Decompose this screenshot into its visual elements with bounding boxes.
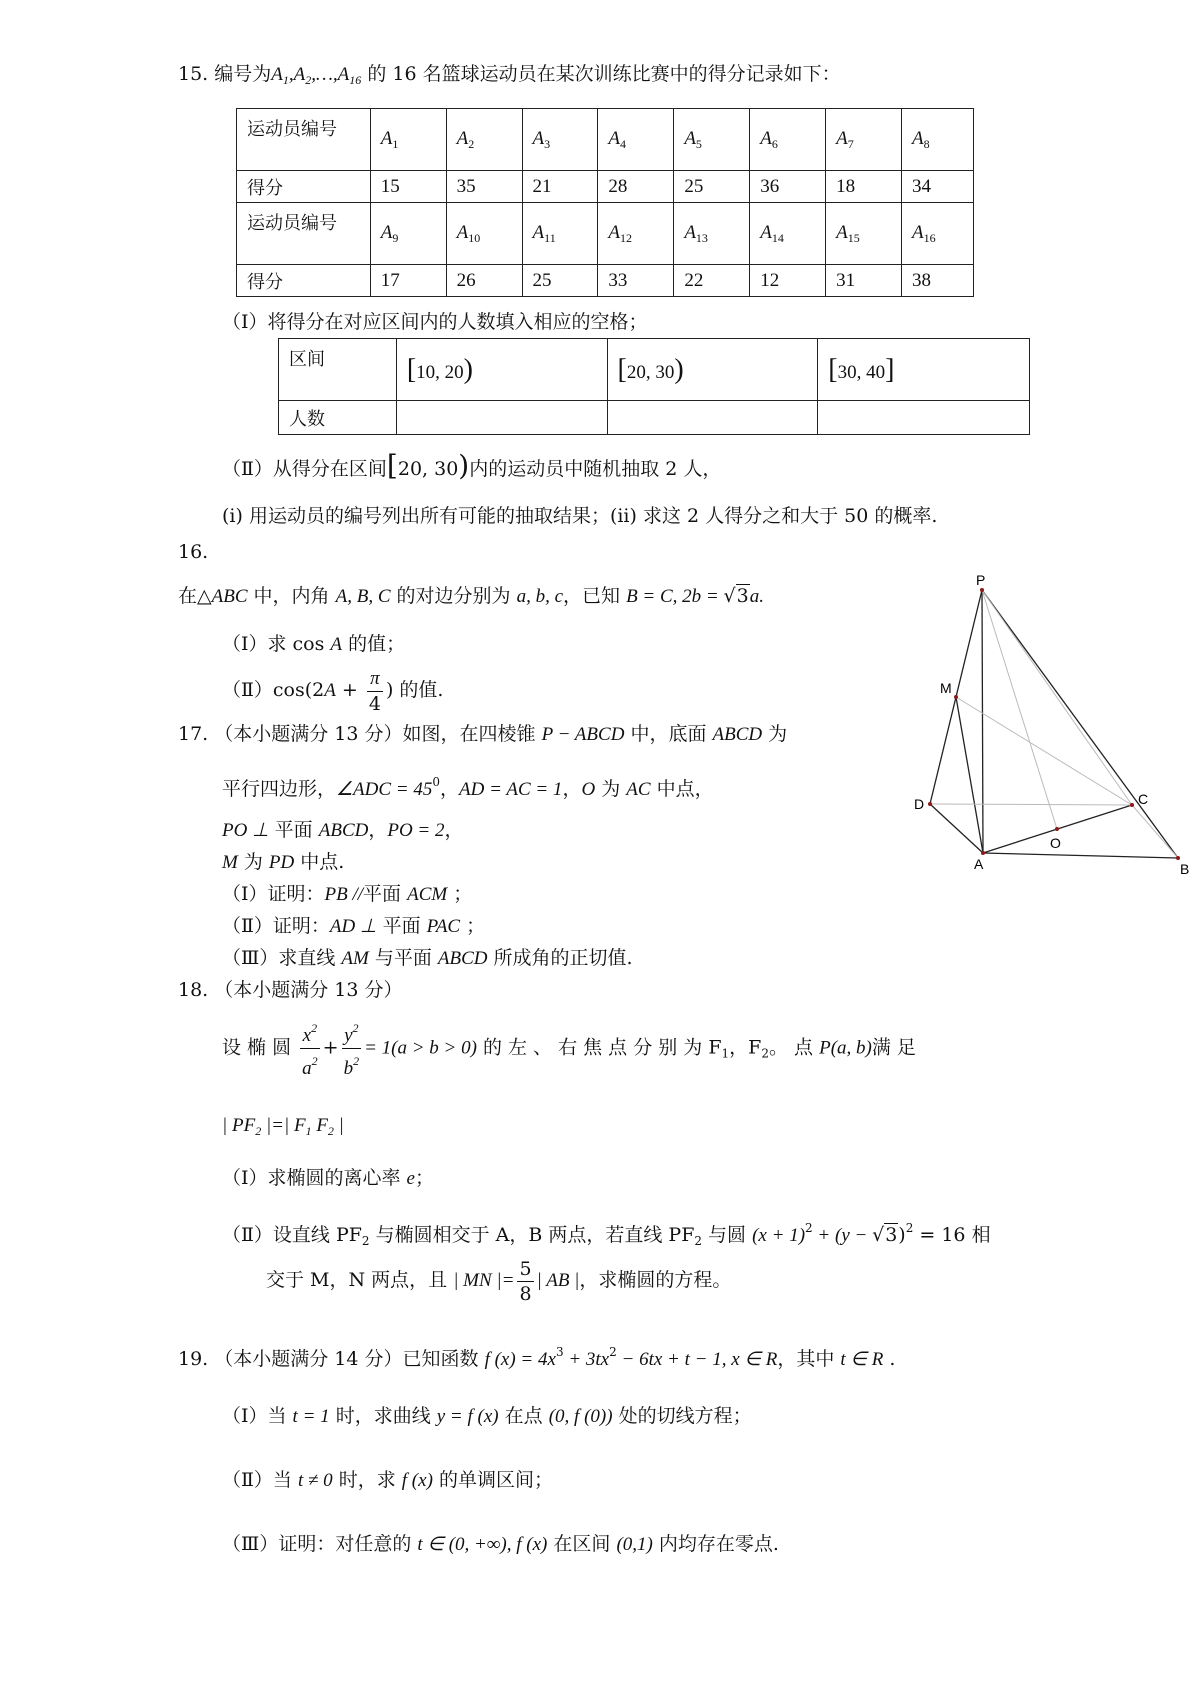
q16-number: 16. [178,541,209,563]
q15-part1: （Ⅰ）将得分在对应区间内的人数填入相应的空格； [222,311,648,333]
label-M: M [940,680,952,696]
x2-over-a2-fraction: $\frac{x^2}{a^2}$ [300,1016,320,1081]
id-header: 运动员编号 [237,203,371,265]
y2-over-b2-fraction: $\frac{y^2}{b^2}$ [342,1016,362,1081]
hidden-edge-PO [982,590,1057,829]
id-cell: $A_6$ [750,109,826,171]
id-cell: $A_{13}$ [674,203,750,265]
interval-cell: [10, 20) [396,339,607,401]
count-header: 人数 [279,401,397,435]
q15-part2-interval: 20, 30 [397,458,459,480]
q17-part1: （Ⅰ）证明：PB //平面 ACM ； [222,883,473,905]
id-cell: $A_2$ [446,109,522,171]
interval-table [278,338,1030,435]
five-eighths-fraction: $\frac{5}{8}$ [519,1257,532,1305]
hidden-edge-CB [1132,805,1178,858]
id-cell: $A_{14}$ [750,203,826,265]
q17-line3: PO ⊥ 平面 ABCD，PO = 2， [222,819,464,841]
score-cell: 25 [674,171,750,203]
id-header: 运动员编号 [237,109,371,171]
q15-intro-post: 的 16 名篮球运动员在某次训练比赛中的得分记录如下： [367,63,841,85]
id-cell: $A_7$ [826,109,902,171]
score-cell: 12 [750,265,826,297]
q17-number: 17. [178,723,209,745]
pi-over-4-fraction: $\frac{\pi}{4}$ [368,667,381,715]
q19-stem: 19. （本小题满分 14 分）已知函数 f $(x) = 4x^3 + 3tx^2 - 6tx + t - 1$, x ∈ R，其中 t ∈ R . [178,1345,896,1370]
q16-part1: （Ⅰ）求 cos A 的值； [222,633,406,655]
q19-part2: （Ⅱ）当 t ≠ 0 时，求 f (x) 的单调区间； [222,1469,553,1491]
score-cell: 35 [446,171,522,203]
hidden-edge-DC [930,804,1132,805]
q15-part2-sub: (i) 用运动员的编号列出所有可能的抽取结果；(ii) 求这 2 人得分之和大于 50 的概率. [222,505,938,527]
edge-AB [983,853,1178,858]
id-cell: $A_{10}$ [446,203,522,265]
q19-part1: （Ⅰ）当 t = 1 时，求曲线 y = f (x) 在点 (0, f (0)) 处的切线方程； [222,1405,752,1427]
q18-head: 18. （本小题满分 13 分） [178,979,403,1001]
q18-part2: （Ⅱ）设直线 $PF_2$ 与椭圆相交于 A，B 两点，若直线 $PF_2$ 与圆 $(x + 1)^2 + (y - √3)^2 = 16$ 相 [222,1221,991,1248]
count-row [279,401,1030,435]
edge-PB [982,590,1178,858]
score-cell: 25 [522,265,598,297]
score-cell: 22 [674,265,750,297]
q17-line4: M 为 PD 中点. [222,851,345,873]
q18-line1: 设 椭 圆 $\frac{x^2}{a^2}$ + $\frac{y^2}{b^2}$ = 1(a > b > 0) 的 左 、 右 焦 点 分 别 为 $F_1$，$F_2$。 点 P(a, b)满 足 [222,1016,916,1084]
q17-line1: 17. （本小题满分 13 分）如图，在四棱锥 P − ABCD 中，底面 ABCD 为 [178,723,788,745]
interval-cell: [20, 30) [607,339,818,401]
score-cell: 28 [598,171,674,203]
q18-line2: | $PF_2$ |=| $F_1$ $F_2$ | [222,1115,344,1138]
point-B [1176,856,1180,860]
q15-part2-pre: （Ⅱ）从得分在区间 [222,458,387,480]
interval-cell: [30, 40] [818,339,1030,401]
score-cell: 38 [901,265,973,297]
point-O [1055,827,1059,831]
q15-intro [178,60,841,94]
label-B: B [1180,861,1190,875]
q18-part2-line2: 交于 M，N 两点，且 | MN |= $\frac{5}{8}$ | AB |，求椭圆的方程。 [266,1257,732,1305]
q18-part1: （Ⅰ）求椭圆的离心率 e； [222,1167,434,1189]
point-C [1130,803,1134,807]
hidden-edge-PC [982,590,1132,805]
score-cell: 34 [901,171,973,203]
q19-part3: （Ⅲ）证明：对任意的 t ∈ (0, +∞), f (x) 在区间 (0,1) 内均存在零点. [222,1533,779,1555]
id-row-1 [237,109,974,171]
label-D: D [914,796,925,812]
score-header: 得分 [237,265,371,297]
score-cell: 26 [446,265,522,297]
point-D [928,802,932,806]
q16-part2: （Ⅱ）cos(2A + $\frac{\pi}{4}$ ) 的值. [222,667,444,715]
id-cell: $A_1$ [370,109,446,171]
id-cell: $A_{11}$ [522,203,598,265]
score-header: 得分 [237,171,371,203]
point-P [980,588,984,592]
q15-part2: （Ⅱ）从得分在区间[20, 30)内的运动员中随机抽取 2 人， [222,449,722,482]
q17-part2: （Ⅱ）证明：AD ⊥ 平面 PAC ； [222,915,486,937]
label-C: C [1138,791,1149,807]
id-cell: $A_3$ [522,109,598,171]
id-row-2 [237,203,974,265]
count-cell-blank [818,401,1030,435]
q15-number: 15. [178,63,209,85]
id-cell: $A_4$ [598,109,674,171]
score-cell: 21 [522,171,598,203]
q15-intro-vars: $A_1,A_2,\dots,A_{16}$ [271,64,362,87]
id-cell: $A_8$ [901,109,973,171]
point-M [954,695,958,699]
score-cell: 33 [598,265,674,297]
label-A: A [974,856,984,872]
q17-line2: 平行四边形，∠ADC = $45^0$，AD = AC = 1，O 为 AC 中点， [222,775,714,800]
q15-intro-pre: 编号为 [214,63,272,85]
score-cell: 15 [370,171,446,203]
q17-part3: （Ⅲ）求直线 AM 与平面 ABCD 所成角的正切值. [222,947,633,969]
point-A [981,851,985,855]
count-cell-blank [396,401,607,435]
q18-number: 18. [178,979,209,1001]
pyramid-figure [900,575,1200,875]
score-cell: 18 [826,171,902,203]
interval-header: 区间 [279,339,397,401]
score-row-2 [237,265,974,297]
score-cell: 31 [826,265,902,297]
count-cell-blank [607,401,818,435]
edge-MA [956,697,983,853]
score-cell: 36 [750,171,826,203]
interval-row [279,339,1030,401]
label-P: P [976,575,986,588]
edge-PA [982,590,983,853]
q15-part2-post: 内的运动员中随机抽取 2 人， [469,458,722,480]
score-row-1 [237,171,974,203]
score-cell: 17 [370,265,446,297]
id-cell: $A_9$ [370,203,446,265]
id-cell: $A_{16}$ [901,203,973,265]
edge-DA [930,804,983,853]
id-cell: $A_{15}$ [826,203,902,265]
q19-number: 19. [178,1348,209,1370]
id-cell: $A_5$ [674,109,750,171]
label-O: O [1050,835,1061,851]
id-cell: $A_{12}$ [598,203,674,265]
score-table [236,108,974,297]
q16-stem: 在△ABC 中，内角 A, B, C 的对边分别为 a, b, c，已知 B = C, 2b = √3a. [178,585,764,607]
